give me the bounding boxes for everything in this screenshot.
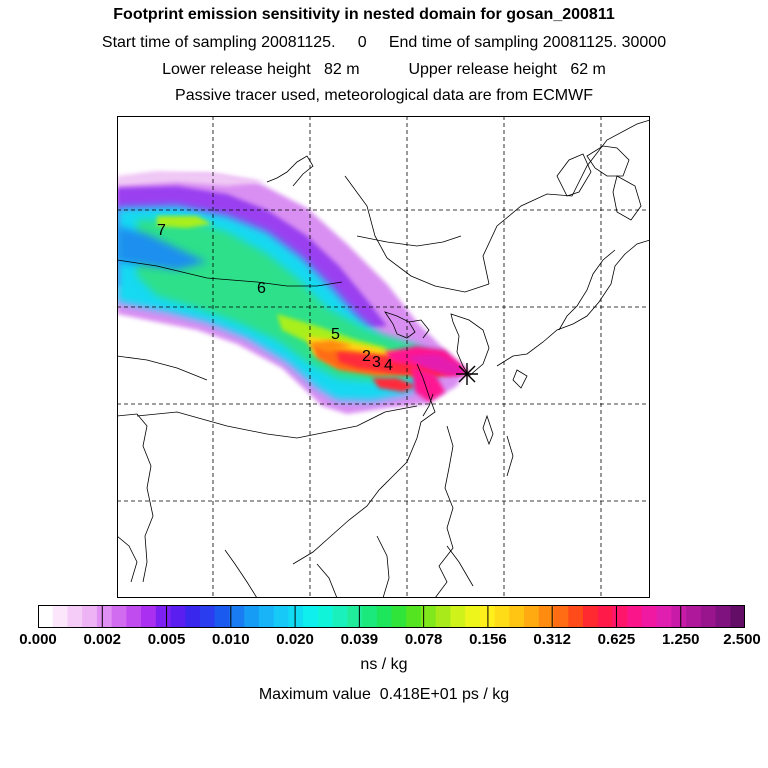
colorbar-swatch	[495, 605, 510, 628]
colorbar-swatch	[141, 605, 156, 628]
colorbar-swatch	[377, 605, 392, 628]
maximum-value: Maximum value 0.418E+01 ps / kg	[258, 686, 510, 703]
colorbar-tick-label: 0.039	[340, 631, 379, 648]
colorbar-swatch	[112, 605, 127, 628]
colorbar-tick-label: 0.625	[597, 631, 636, 648]
colorbar-swatch	[259, 605, 274, 628]
colorbar-swatch	[598, 605, 613, 628]
colorbar-swatch	[288, 605, 303, 628]
colorbar-swatch	[185, 605, 200, 628]
day-label-5: 5	[331, 326, 340, 343]
colorbar-tick-label: 0.005	[147, 631, 186, 648]
colorbar-swatch	[554, 605, 569, 628]
colorbar-swatch	[274, 605, 289, 628]
colorbar-swatch	[686, 605, 701, 628]
colorbar-tick-label: 2.500	[723, 631, 761, 648]
colorbar-swatch	[318, 605, 333, 628]
colorbar-swatch	[126, 605, 141, 628]
colorbar-swatch	[406, 605, 421, 628]
day-label-4: 4	[384, 357, 393, 374]
release-site-marker	[456, 363, 478, 385]
colorbar-swatch	[171, 605, 186, 628]
colorbar-swatch	[200, 605, 215, 628]
colorbar-swatch	[642, 605, 657, 628]
colorbar-swatch	[67, 605, 82, 628]
colorbar-swatch	[509, 605, 524, 628]
colorbar-swatch	[436, 605, 451, 628]
colorbar-swatch	[568, 605, 583, 628]
day-label-7: 7	[157, 222, 166, 239]
colorbar-swatch	[657, 605, 672, 628]
colorbar-tick-label: 0.000	[19, 631, 57, 648]
colorbar-swatch	[229, 605, 244, 628]
tracer-info-line: Passive tracer used, meteorological data are from ECMWF	[175, 87, 593, 104]
colorbar-swatch	[671, 605, 686, 628]
day-label-2: 2	[362, 348, 371, 365]
colorbar-swatch	[38, 605, 53, 628]
colorbar-tick-label: 0.156	[469, 631, 507, 648]
colorbar-swatch	[333, 605, 348, 628]
colorbar-tick-label: 0.078	[404, 631, 443, 648]
colorbar-swatch	[627, 605, 642, 628]
sampling-time-line: Start time of sampling 20081125. 0 End time of sampling 20081125. 30000	[101, 34, 667, 51]
colorbar-swatch	[362, 605, 377, 628]
colorbar-units: ns / kg	[360, 656, 408, 673]
colorbar-tick-label: 0.010	[212, 631, 250, 648]
emission-plume	[117, 171, 469, 414]
colorbar	[38, 605, 745, 628]
colorbar-tick-label: 1.250	[661, 631, 700, 648]
release-height-line: Lower release height 82 m Upper release height 62 m	[162, 61, 606, 78]
colorbar-swatch	[392, 605, 407, 628]
colorbar-swatch	[465, 605, 480, 628]
colorbar-swatch	[82, 605, 97, 628]
colorbar-swatch	[347, 605, 362, 628]
colorbar-swatch	[612, 605, 627, 628]
colorbar-swatch	[215, 605, 230, 628]
colorbar-swatch	[701, 605, 716, 628]
colorbar-tick-label: 0.002	[83, 631, 122, 648]
footprint-map	[117, 116, 650, 598]
colorbar-swatch	[583, 605, 598, 628]
colorbar-swatch	[244, 605, 259, 628]
day-label-3: 3	[372, 354, 381, 371]
colorbar-swatch	[53, 605, 68, 628]
colorbar-tick-label: 0.020	[276, 631, 314, 648]
colorbar-swatch	[450, 605, 465, 628]
colorbar-swatch	[730, 605, 745, 628]
colorbar-tick-label: 0.312	[533, 631, 571, 648]
colorbar-swatch	[524, 605, 539, 628]
day-label-6: 6	[257, 280, 266, 297]
colorbar-swatch	[97, 605, 112, 628]
colorbar-swatch	[303, 605, 318, 628]
colorbar-swatch	[716, 605, 731, 628]
colorbar-swatch	[156, 605, 171, 628]
map-title: Footprint emission sensitivity in nested domain for gosan_200811	[113, 6, 615, 23]
